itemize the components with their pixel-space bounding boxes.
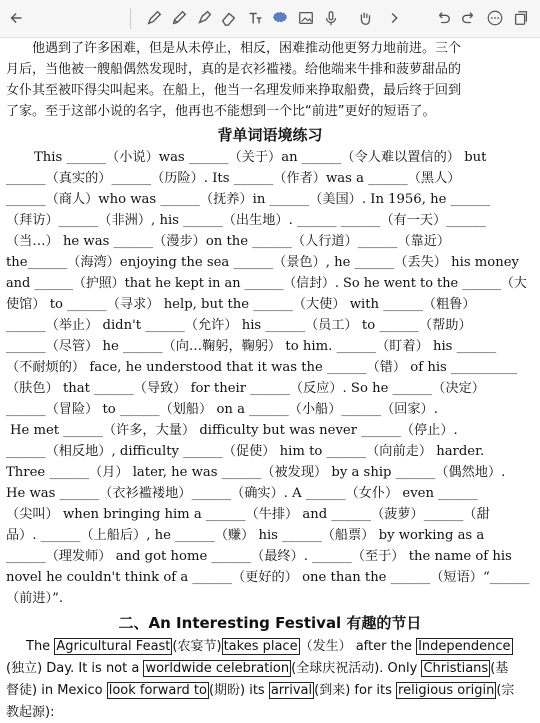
exercise-line: novel he couldn't think of a ______（更好的） one than the ______（短语）“______ [6,570,530,585]
section-title: 背单词语境练习 [217,126,323,144]
undo-icon[interactable] [432,7,454,29]
hand-icon[interactable] [354,7,376,29]
exercise-line: ______（真实的）______（历险）. Its ______（作者）was a ______（黑人） [6,171,461,186]
exercise-line: （拜访）______（非洲）, his ______（出生地）. ______ ______（有一天）______ [6,213,486,228]
exercise-line: and ______（护照）that he kept in an ______（信封）. So he went to the ______（大 [6,276,527,291]
exercise-line: （当…） he was ______（漫步）on the ______（人行道）______（靠近） [6,234,451,249]
annotation-toolbar [0,0,540,38]
text: （发生） after the [299,639,417,654]
pages-icon[interactable] [510,7,532,29]
paragraph-line: 了家。至于这部小说的名字，他再也不能想到一个比“前进”更好的短语了。 [6,104,436,119]
exercise-line: （尖叫） when bringing him a ______（牛排） and ______（菠萝）______（甜 [6,507,490,522]
exercise-line: the______（海湾）enjoying the sea ______（景色）, he ______（丢失） his money [6,255,519,270]
boxed-term: Christians [423,661,489,676]
text: (期盼) its [208,683,269,698]
exercise-line: ______（尽管） he ______（向…鞠躬，鞠躬） to him. ______（盯着） his ______ [6,339,497,354]
lasso-icon[interactable] [269,7,291,29]
exercise-line: 品）. ______（上船后）, he ______（赚） his ______（船票） by working as a [6,528,485,543]
paragraph-line: 女仆其至被吓得尖叫起来。在船上，他当一名理发师来挣取船费，最后终于回到 [6,83,462,98]
exercise-line: ______（冒险） to ______（划船） on a ______（小船）______（回家）. [6,402,438,417]
festival-line: 教起源): [6,705,55,720]
mic-icon[interactable] [320,7,342,29]
toolbar-divider [130,9,131,29]
text: (全球庆祝活动). Only [291,661,422,676]
exercise-line: ______（理发师） and got home ______（最终）. ______（至于） the name of his [6,549,512,564]
text: The [26,639,55,654]
text: (农宴节) [172,639,222,654]
eraser-icon[interactable] [218,7,240,29]
pencil-icon[interactable] [168,7,190,29]
paragraph-line: 他遇到了许多困难，但是从未停止，相反，困难推动他更努力地前进。三个 [32,41,462,56]
boxed-term: worldwide celebration [145,661,290,676]
boxed-term: Independence [418,639,511,654]
section-title: 二、An Interesting Festival 有趣的节日 [118,614,422,632]
text: 督徒) in Mexico [6,683,107,698]
text: (到来) for its [314,683,397,698]
exercise-line: （肤色） that ______（导致） for their ______（反应）. So he ______（决定） [6,381,485,396]
festival-line [6,658,534,679]
chevron-right-icon[interactable] [383,7,405,29]
exercise-line: ______（商人）who was ______（抚养）in ______（美国）. In 1956, he ______ [6,192,491,207]
image-icon[interactable] [295,7,317,29]
boxed-term: arrival [270,683,313,698]
exercise-line: 使馆） to ______（寻求） help, but the ______（大使） with ______（粗鲁） [6,297,476,312]
exercise-line: ______（举止） didn't ______（允许） his ______（员工） to ______（帮助） [6,318,472,333]
festival-line [6,680,534,701]
paragraph-line: 月后，当他被一艘船偶然发现时，真的是衣衫褴褛。给他端来牛排和菠萝甜品的 [6,62,462,77]
redo-icon[interactable] [458,7,480,29]
exercise-line: He was ______（衣衫褴褛地）______（确实）. A ______（女仆） even ______ [6,486,478,501]
boxed-term: takes place [223,639,298,654]
text: (基 [490,661,509,676]
highlighter-icon[interactable] [193,7,215,29]
exercise-line: （不耐烦的） face, he understood that it was the ______（错） of his __________ [6,360,517,375]
text: (独立) Day. It is not a [6,661,144,676]
exercise-line: ______（相反地）, difficulty ______（促使） him to ______（向前走） harder. [6,444,485,459]
text: (宗 [496,683,515,698]
exercise-line: This ______（小说）was ______（关于）an ______（令人难以置信的） but [34,150,487,165]
boxed-term: religious origin [398,683,495,698]
pen-icon[interactable] [143,7,165,29]
exercise-line: Three ______（月） later, he was ______（被发现） by a ship ______（偶然地）. [6,465,506,480]
exercise-line: He met ______（许多，大量） difficulty but was never ______（停止）. [10,423,458,438]
more-icon[interactable] [484,7,506,29]
boxed-term: Agricultural Feast [56,639,171,654]
exercise-line: （前进）”. [6,591,64,606]
festival-line [6,636,534,657]
back-arrow-icon[interactable] [6,7,28,29]
boxed-term: look forward to [108,683,207,698]
text-tool-icon[interactable] [244,7,266,29]
